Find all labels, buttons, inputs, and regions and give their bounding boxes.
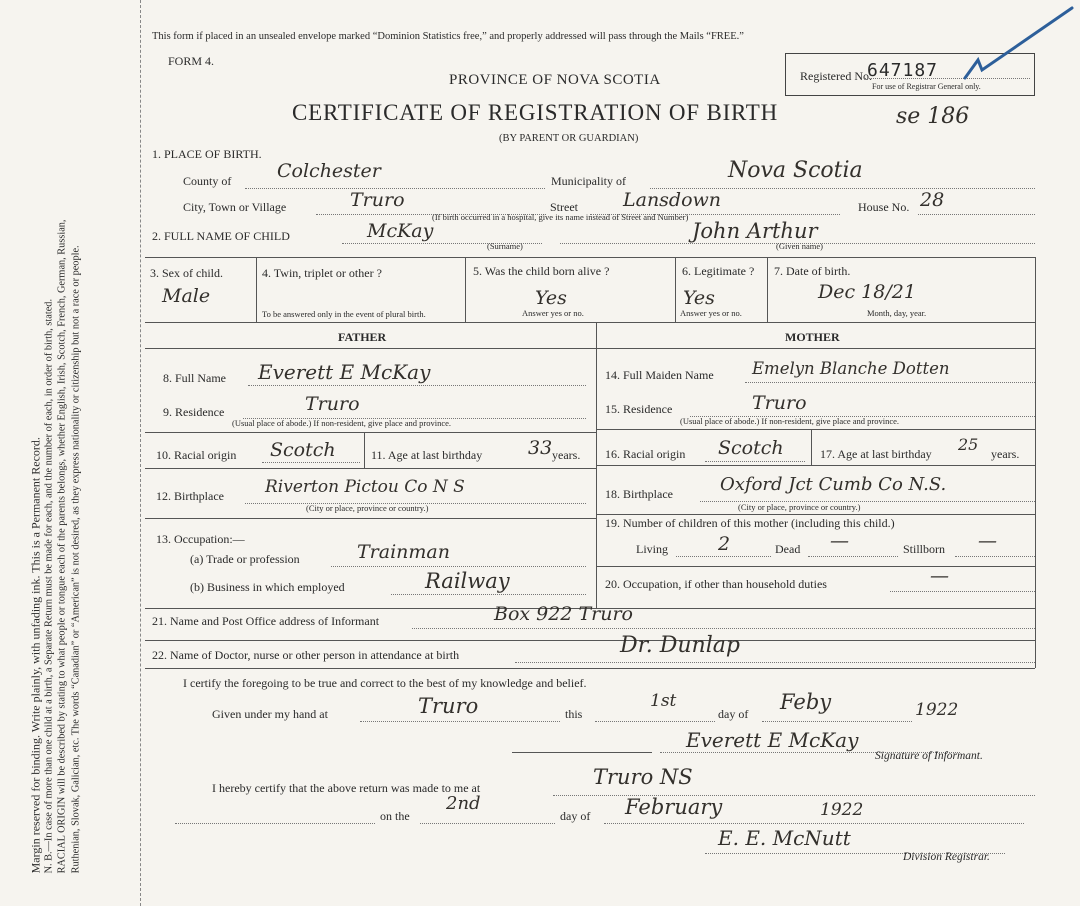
f17-label: 17. Age at last birthday (820, 447, 932, 461)
f21-border (145, 640, 1035, 641)
cert-place-line (360, 721, 560, 722)
living-label: Living (636, 542, 668, 556)
cert-day-value: 1st (650, 691, 677, 711)
father-race-value: Scotch (270, 439, 336, 461)
box-divider-1 (256, 257, 257, 322)
f5-label: 5. Was the child born alive ? (473, 264, 610, 278)
registered-label: Registered No. (800, 69, 872, 83)
hospital-note: (If birth occurred in a hospital, give its name instead of Street and Number) (432, 212, 689, 222)
f10-label: 10. Racial origin (156, 448, 237, 462)
mother-bp-note: (City or place, province or country.) (738, 502, 861, 512)
registrar-signature: E. E. McNutt (718, 826, 851, 850)
f16-label: 16. Racial origin (605, 447, 686, 461)
f7-note: Month, day, year. (867, 308, 927, 318)
f22-border (145, 668, 1035, 669)
cert-line1: I certify the foregoing to be true and correct to the best of my knowledge and belief. (183, 676, 587, 690)
f4-note: To be answered only in the event of plural birth. (262, 309, 426, 319)
registrar-note: For use of Registrar General only. (872, 82, 981, 91)
house-label: House No. (858, 200, 910, 214)
mother-occ-line (890, 591, 1035, 592)
father-years: years. (552, 448, 581, 462)
county-label: County of (183, 174, 232, 188)
registered-number: 647187 (867, 60, 939, 81)
father-bp-note: (City or place, province or country.) (306, 503, 429, 513)
father-age-divider (364, 432, 365, 468)
sex-value: Male (162, 285, 211, 307)
f19-label: 19. Number of children of this mother (including this child.) (605, 516, 895, 530)
mother-race-value: Scotch (718, 437, 784, 459)
informant-value: Box 922 Truro (494, 603, 633, 625)
mother-name-line (745, 382, 1035, 383)
margin-notes (30, 13, 83, 873)
father-bp-value: Riverton Pictou Co N S (265, 477, 465, 497)
registrar-signature-label: Division Registrar. (903, 851, 990, 863)
surname-value: McKay (367, 220, 434, 242)
reg-month-value: February (625, 795, 723, 819)
row-top-border (145, 257, 1035, 258)
mother-children-border (596, 566, 1035, 567)
certificate-subtitle: (BY PARENT OR GUARDIAN) (499, 133, 639, 144)
f21-label: 21. Name and Post Office address of Informant (152, 614, 380, 628)
father-res-value: Truro (305, 393, 360, 415)
margin-line-2: N. B.—In case of more than one child at a birth, a Separate Return must be made for each, and the number of each, in order of birth, stated. (43, 298, 55, 874)
given-value: John Arthur (692, 219, 818, 243)
dead-value: — (830, 530, 849, 552)
house-value: 28 (920, 189, 945, 211)
dead-label: Dead (775, 542, 801, 556)
parents-heading-border (145, 348, 1035, 349)
cert-dayof-label: day of (718, 707, 749, 721)
surname-caption: (Surname) (487, 241, 523, 251)
doctor-value: Dr. Dunlap (620, 633, 740, 658)
f8-label: 8. Full Name (163, 371, 226, 385)
mother-age-value: 25 (958, 435, 979, 454)
legitimate-value: Yes (683, 287, 715, 309)
row-bottom-border (145, 322, 1035, 323)
mother-occ-value: — (930, 565, 949, 587)
form-number: FORM 4. (168, 54, 215, 68)
f1-label: 1. PLACE OF BIRTH. (152, 147, 262, 161)
dead-line (808, 556, 898, 557)
reg-day-value: 2nd (446, 793, 481, 814)
mother-race-line (705, 461, 805, 462)
trade-label: (a) Trade or profession (190, 552, 300, 566)
father-res-border (145, 432, 596, 433)
right-border (1035, 257, 1036, 668)
stillborn-label: Stillborn (903, 542, 946, 556)
f14-label: 14. Full Maiden Name (605, 368, 714, 382)
mother-age-divider (811, 429, 812, 465)
f12-label: 12. Birthplace (156, 489, 224, 503)
business-label: (b) Business in which employed (190, 580, 345, 594)
born-alive-value: Yes (535, 287, 567, 309)
father-heading: FATHER (338, 330, 387, 344)
street-value: Lansdown (623, 189, 722, 211)
reg-month-line (604, 823, 1024, 824)
f5-note: Answer yes or no. (522, 308, 584, 318)
house-line (918, 214, 1035, 215)
trade-line (331, 566, 586, 567)
f3-label: 3. Sex of child. (150, 266, 223, 280)
reg-year-value: 1922 (820, 800, 864, 820)
f4-label: 4. Twin, triplet or other ? (262, 266, 382, 280)
street-label: Street (550, 200, 578, 214)
cert-this-label: this (565, 707, 583, 721)
top-note: This form if placed in an unsealed envelope marked “Dominion Statistics free,” and properly addressed will pass through the Mails “FREE.” (152, 31, 744, 42)
informant-signature-label: Signature of Informant. (875, 750, 983, 762)
checkmark-icon (960, 0, 1080, 85)
stillborn-line (955, 556, 1035, 557)
informant-line (412, 628, 1035, 629)
living-value: 2 (718, 533, 731, 555)
business-line (391, 594, 586, 595)
reg-dayof-label: day of (560, 809, 591, 823)
f9-label: 9. Residence (163, 405, 225, 419)
mother-res-note: (Usual place of abode.) If non-resident, give place and province. (680, 416, 900, 426)
reg-on-label: on the (380, 809, 410, 823)
given-under-label: Given under my hand at (212, 707, 328, 721)
province-heading: PROVINCE OF NOVA SCOTIA (449, 72, 661, 88)
box-divider-4 (767, 257, 768, 322)
f11-label: 11. Age at last birthday (371, 448, 483, 462)
margin-border (140, 0, 141, 906)
f6-note: Answer yes or no. (680, 308, 742, 318)
mother-bp-value: Oxford Jct Cumb Co N.S. (720, 474, 947, 495)
father-name-value: Everett E McKay (258, 360, 431, 384)
reg-lead-line (175, 823, 375, 824)
mother-res-border (596, 429, 1035, 430)
margin-line-1: Margin reserved for binding. Write plainly, with unfading ink. This is a Permanent Record. (28, 437, 43, 874)
given-caption: (Given name) (776, 241, 823, 251)
f22-label: 22. Name of Doctor, nurse or other person in attendance at birth (152, 648, 460, 662)
municipality-label: Municipality of (551, 174, 626, 188)
margin-line-4: Ruthenian, Slovak, Galician, etc. The words “Canadian” or “American” is not desired, as they express nationality or citizenship but not a race or people. (70, 245, 82, 874)
certificate-title: CERTIFICATE OF REGISTRATION OF BIRTH (292, 100, 779, 125)
f7-label: 7. Date of birth. (774, 264, 851, 278)
stillborn-value: — (978, 530, 997, 552)
reg-place-value: Truro NS (593, 765, 693, 789)
f18-label: 18. Birthplace (605, 487, 673, 501)
mother-res-value: Truro (752, 392, 807, 414)
f15-label: 15. Residence (605, 402, 673, 416)
father-name-line (248, 385, 586, 386)
cert-day-line (595, 721, 715, 722)
father-race-line (262, 462, 360, 463)
municipality-value: Nova Scotia (728, 158, 863, 183)
mother-heading: MOTHER (785, 330, 840, 344)
county-value: Colchester (277, 160, 381, 182)
f6-label: 6. Legitimate ? (682, 264, 755, 278)
living-line (676, 556, 771, 557)
mother-bp-border (596, 514, 1035, 515)
cert-place-value: Truro (418, 694, 479, 718)
box-divider-2 (465, 257, 466, 322)
father-res-note: (Usual place of abode.) If non-resident, give place and province. (232, 418, 452, 428)
margin-line-3: RACIAL ORIGIN will be described by stating to what people or tongue each of the parents belongs, whether English, Irish, Scotch, French, German, Russian, (57, 219, 68, 874)
informant-signature: Everett E McKay (686, 728, 859, 752)
father-race-border (145, 468, 596, 469)
mother-race-border (596, 465, 1035, 466)
box-divider-3 (675, 257, 676, 322)
trade-value: Trainman (357, 541, 450, 563)
cert-month-value: Feby (780, 690, 832, 714)
city-label: City, Town or Village (183, 200, 287, 214)
father-bp-border (145, 518, 596, 519)
reg-line1: I hereby certify that the above return was made to me at (212, 781, 481, 795)
short-rule (512, 752, 652, 753)
reg-day-line (420, 823, 555, 824)
business-value: Railway (425, 569, 510, 593)
f13-label: 13. Occupation:— (156, 532, 245, 546)
f2-label: 2. FULL NAME OF CHILD (152, 229, 290, 243)
mother-years: years. (991, 447, 1020, 461)
cert-month-line (762, 721, 912, 722)
city-value: Truro (350, 189, 405, 211)
corner-mark: se 186 (896, 104, 970, 129)
father-age-value: 33 (528, 437, 553, 459)
f20-label: 20. Occupation, if other than household duties (605, 577, 827, 591)
birthdate-value: Dec 18/21 (818, 281, 916, 303)
mother-name-value: Emelyn Blanche Dotten (752, 359, 950, 378)
doctor-line (515, 662, 1035, 663)
cert-year-value: 1922 (915, 700, 959, 720)
